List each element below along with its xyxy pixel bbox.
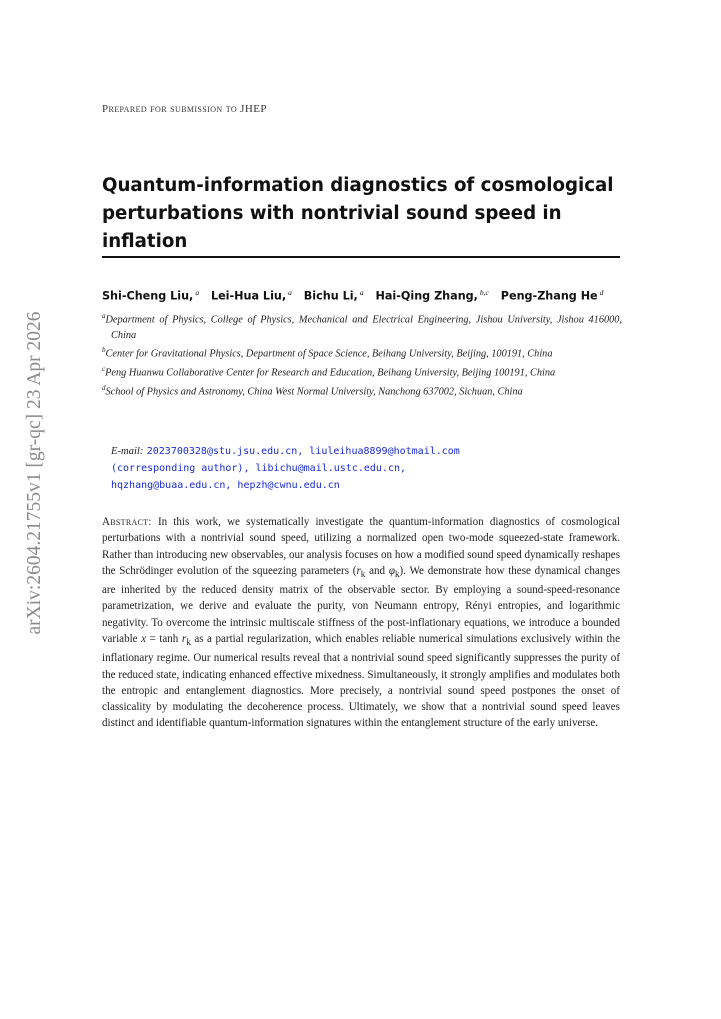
affiliation-item: [102, 343, 622, 362]
author-name: Bichu Li,: [303, 289, 358, 303]
affiliation-item: [102, 362, 622, 381]
email-block: [111, 443, 621, 494]
affiliation-text: Peng Huanwu Collaborative Center for Research and Education, Beihang University, Beijing 100191, China: [105, 367, 556, 379]
math-phi: φ: [388, 564, 395, 577]
affiliation-mark: d: [102, 383, 106, 392]
math-subscript-k: k: [360, 568, 366, 579]
affiliation-mark: c: [102, 365, 106, 374]
author-name: Shi-Cheng Liu,: [102, 289, 194, 303]
author-name: Peng-Zhang He: [500, 289, 598, 303]
paper-title: Quantum-information diagnostics of cosmological perturbations with nontrivial sound speed in inflation: [102, 175, 614, 252]
abstract-text-part-1: In this work, we systematically investigate the quantum-information diagnostics of cosmological perturbations with a nontrivial sound speed, utilizing a normalized open two-mode squeezed-state framework. Rather than introducing new observables, our analysis focuses on how a modified sound speed dynamically reshapes the Schrödinger evolution of the squeezing parameters (: [102, 516, 620, 577]
author-name: Lei-Hua Liu,: [210, 289, 287, 303]
affiliation-text: Department of Physics, College of Physics, Mechanical and Electrical Engineering, Jishou University, Jishou 416000, China: [105, 314, 622, 341]
affiliation-item: [102, 309, 622, 343]
email-links-line-3[interactable]: hqzhang@buaa.edu.cn, hepzh@cwnu.edu.cn: [111, 480, 340, 491]
abstract-label: Abstract:: [102, 516, 152, 528]
author-affil-mark: a: [195, 288, 200, 297]
author-affil-mark: a: [288, 288, 292, 297]
email-label: E-mail:: [111, 446, 144, 457]
arxiv-identifier-text: arXiv:2604.21755v1 [gr-qc] 23 Apr 2026: [24, 311, 45, 634]
math-eq: = tanh: [146, 632, 182, 645]
email-links-line-2[interactable]: (corresponding author), libichu@mail.ustc.edu.cn,: [111, 463, 407, 474]
author-affil-mark: b,c: [479, 288, 489, 297]
author-list: [102, 288, 622, 303]
affiliation-item: [102, 381, 622, 400]
math-subscript-k: k: [394, 568, 400, 579]
math-r: r: [181, 632, 187, 645]
author-affil-mark: a: [359, 288, 364, 297]
abstract-and: and: [365, 564, 389, 577]
affiliation-text: School of Physics and Astronomy, China West Normal University, Nanchong 637002, Sichuan, China: [105, 386, 523, 398]
author-name: Hai-Qing Zhang,: [375, 289, 478, 303]
abstract-text-part-2: ). We demonstrate how these dynamical changes are inherited by the reduced density matrix of the observable sector. By employing a sound-speed-resonance parametrization, we derive and evaluate the purity, von Neumann entropy, Rényi entropies, and logarithmic negativity. To overcome the intrinsic multiscale stiffness of the post-inflationary equations, we introduce a bounded variable: [102, 564, 620, 645]
affiliation-list: [102, 309, 622, 400]
math-r: r: [356, 564, 361, 577]
author-affil-mark: d: [599, 288, 604, 297]
title-rule: [102, 256, 620, 258]
math-x: x: [141, 632, 147, 645]
math-subscript-k: k: [186, 637, 191, 648]
abstract: [102, 514, 620, 732]
email-links-line-1[interactable]: 2023700328@stu.jsu.edu.cn, liuleihua8899@hotmail.com: [146, 446, 460, 457]
affiliation-mark: a: [102, 312, 106, 320]
affiliation-text: Center for Gravitational Physics, Department of Space Science, Beihang University, Beijing, 100191, China: [105, 348, 553, 360]
arxiv-identifier-stamp: [20, 300, 50, 645]
prepared-for-header: Prepared for submission to JHEP: [102, 103, 267, 115]
abstract-text-part-3: as a partial regularization, which enables reliable numerical simulations exclusively within the inflationary regime. Our numerical results reveal that a nontrivial sound speed significantly suppresses the purity of the reduced state, indicating enhanced effective mixedness. Simultaneously, it strongly amplifies and modulates both the entropic and entanglement diagnostics. More precisely, a nontrivial sound speed postpones the onset of classicality by modulating the decoherence process. Ultimately, we show that a nontrivial sound speed leaves distinct and identifiable quantum-information signatures within the entanglement structure of the early universe.: [102, 632, 620, 730]
affiliation-mark: b: [102, 346, 106, 355]
